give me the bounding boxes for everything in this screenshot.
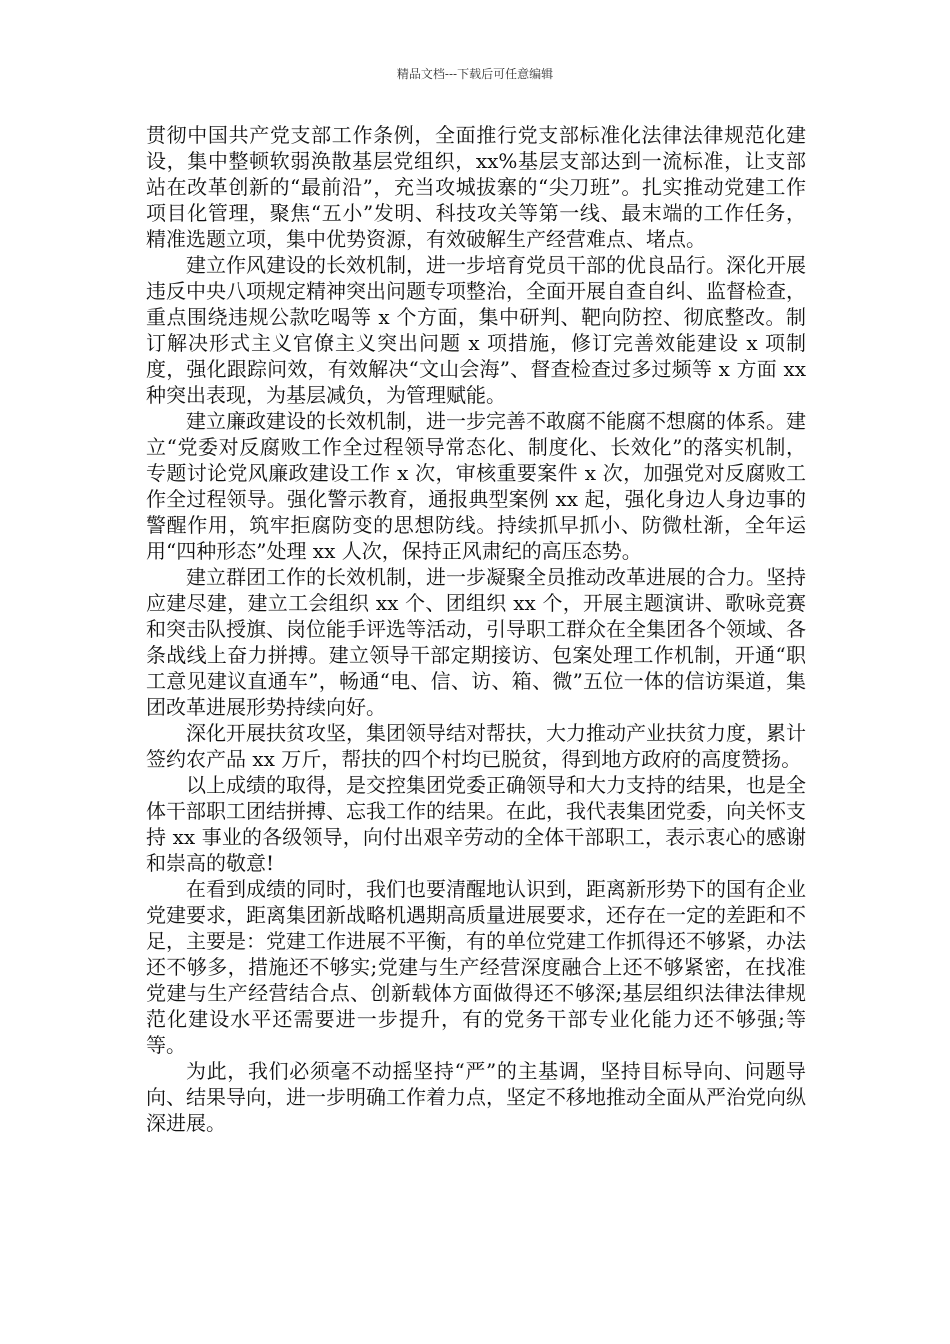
- paragraph-achievements-thanks: 以上成绩的取得，是交控集团党委正确领导和大力支持的结果，也是全体干部职工团结拼搏、忘我工作的结果。在此，我代表集团党委，向关怀支持 xx 事业的各级领导，向付出艰辛劳动的全体干部职工，表示衷心的感谢和崇高的敬意!: [146, 773, 806, 875]
- paragraph-mass-organizations: 建立群团工作的长效机制，进一步凝聚全员推动改革进展的合力。坚持应建尽建，建立工会组织 xx 个、团组织 xx 个，开展主题演讲、歌咏竞赛和突击队授旗、岗位能手评选等活动，引导职工群众在全集团各个领域、各条战线上奋力拼搏。建立领导干部定期接访、包案处理工作机制，开通“职工意见建议直通车”，畅通“电、信、访、箱、微”五位一体的信访渠道，集团改革进展形势持续向好。: [146, 565, 806, 719]
- paragraph-conclusion: 为此，我们必须毫不动摇坚持“严”的主基调，坚持目标导向、问题导向、结果导向，进一步明确工作着力点，坚定不移地推动全面从严治党向纵深进展。: [146, 1059, 806, 1135]
- paragraph-shortcomings: 在看到成绩的同时，我们也要清醒地认识到，距离新形势下的国有企业党建要求，距离集团新战略机遇期高质量进展要求，还存在一定的差距和不足，主要是：党建工作进展不平衡，有的单位党建工作抓得还不够紧，办法还不够多，措施还不够实;党建与生产经营深度融合上还不够紧密，在找准党建与生产经营结合点、创新载体方面做得还不够深;基层组织法律法律规范化建设水平还需要进一步提升，有的党务干部专业化能力还不够强;等等。: [146, 877, 806, 1057]
- document-body: [146, 122, 806, 1136]
- paragraph-branch-standardization: 贯彻中国共产党支部工作条例，全面推行党支部标准化法律法律规范化建设，集中整顿软弱涣散基层党组织，xx%基层支部达到一流标准，让支部站在改革创新的“最前沿”，充当攻城拔寨的“尖刀班”。扎实推动党建工作项目化管理，聚焦“五小”发明、科技攻关等第一线、最末端的工作任务，精准选题立项，集中优势资源，有效破解生产经营难点、堵点。: [146, 123, 806, 251]
- paragraph-poverty-alleviation: 深化开展扶贫攻坚，集团领导结对帮扶，大力推动产业扶贫力度，累计签约农产品 xx 万斤，帮扶的四个村均已脱贫，得到地方政府的高度赞扬。: [146, 721, 806, 771]
- paragraph-work-style: 建立作风建设的长效机制，进一步培育党员干部的优良品行。深化开展违反中央八项规定精神突出问题专项整治，全面开展自查自纠、监督检查，重点围绕违规公款吃喝等 x 个方面，集中研判、靶向防控、彻底整改。制订解决形式主义官僚主义突出问题 x 项措施，修订完善效能建设 x 项制度，强化跟踪问效，有效解决“文山会海”、督查检查过多过频等 x 方面 xx 种突出表现，为基层减负，为管理赋能。: [146, 253, 806, 407]
- paragraph-clean-governance: 建立廉政建设的长效机制，进一步完善不敢腐不能腐不想腐的体系。建立“党委对反腐败工作全过程领导常态化、制度化、长效化”的落实机制，专题讨论党风廉政建设工作 x 次，审核重要案件 x 次，加强党对反腐败工作全过程领导。强化警示教育，通报典型案例 xx 起，强化身边人身边事的警醒作用，筑牢拒腐防变的思想防线。持续抓早抓小、防微杜渐，全年运用“四种形态”处理 xx 人次，保持正风肃纪的高压态势。: [146, 409, 806, 563]
- page-header: 精品文档---下载后可任意编辑: [396, 67, 554, 81]
